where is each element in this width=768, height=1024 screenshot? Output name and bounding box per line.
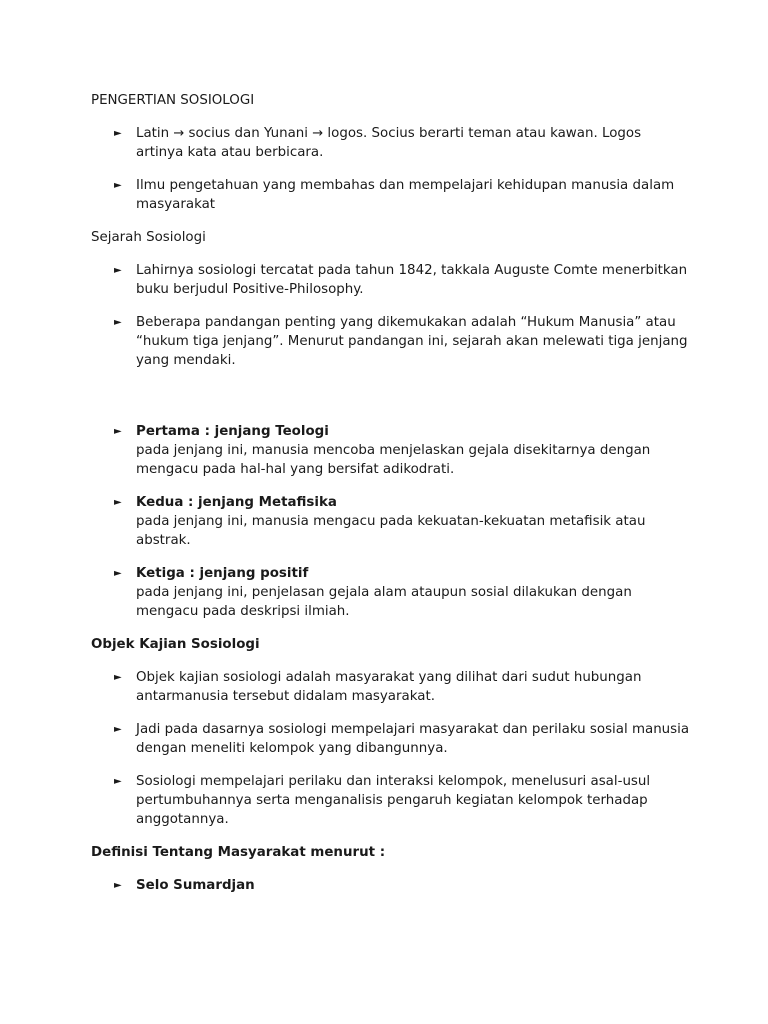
list-item [91, 772, 691, 829]
person-name: Selo Sumardjan [136, 878, 255, 893]
list-objek-kajian [91, 668, 691, 829]
item-text: Ilmu pengetahuan yang membahas dan mempelajari kehidupan manusia dalam masyarakat [136, 178, 675, 212]
item-text: Lahirnya sosiologi tercatat pada tahun 1842, takkala Auguste Comte menerbitkan buku berjudul Positive-Philosophy. [136, 263, 688, 297]
bullet-arrow-icon: ► [114, 426, 122, 437]
bullet-arrow-icon: ► [114, 568, 122, 579]
stage-title: Pertama : jenjang Teologi [136, 424, 329, 439]
list-definisi [91, 876, 691, 895]
stage-text: pada jenjang ini, manusia mencoba menjelaskan gejala disekitarnya dengan mengacu pada hal-hal yang bersifat adikodrati. [136, 443, 651, 477]
list-pengertian [91, 124, 691, 214]
heading-objek-kajian: Objek Kajian Sosiologi [91, 637, 260, 652]
bullet-arrow-icon: ► [114, 317, 122, 328]
bullet-arrow-icon: ► [114, 724, 122, 735]
stage-text: pada jenjang ini, manusia mengacu pada kekuatan-kekuatan metafisik atau abstrak. [136, 514, 646, 548]
item-text: Beberapa pandangan penting yang dikemukakan adalah “Hukum Manusia” atau “hukum tiga jenjang”. Menurut pandangan ini, sejarah akan melewati tiga jenjang yang mendaki. [136, 315, 688, 368]
item-text: Sosiologi mempelajari perilaku dan interaksi kelompok, menelusuri asal-usul pertumbuhannya serta menganalisis pengaruh kegiatan kelompok terhadap anggotannya. [136, 774, 651, 827]
heading-sejarah-sosiologi: Sejarah Sosiologi [91, 230, 206, 245]
list-sejarah [91, 261, 691, 370]
list-item [91, 564, 691, 621]
item-text: Jadi pada dasarnya sosiologi mempelajari masyarakat dan perilaku sosial manusia dengan meneliti kelompok yang dibangunnya. [136, 722, 690, 756]
bullet-arrow-icon: ► [114, 497, 122, 508]
heading-pengertian-sosiologi: PENGERTIAN SOSIOLOGI [91, 93, 255, 108]
right-arrow-icon: → [312, 126, 324, 141]
list-item [91, 876, 691, 895]
item-text-part: Latin [136, 126, 174, 141]
list-item [91, 261, 691, 299]
bullet-arrow-icon: ► [114, 128, 122, 139]
list-item [91, 176, 691, 214]
bullet-arrow-icon: ► [114, 776, 122, 787]
heading-definisi-masyarakat: Definisi Tentang Masyarakat menurut : [91, 845, 386, 860]
stage-title: Kedua : jenjang Metafisika [136, 495, 337, 510]
bullet-arrow-icon: ► [114, 180, 122, 191]
item-text-part: socius dan Yunani [184, 126, 313, 141]
spacer [91, 384, 691, 422]
document-content [91, 91, 691, 909]
list-item [91, 422, 691, 479]
bullet-arrow-icon: ► [114, 880, 122, 891]
bullet-arrow-icon: ► [114, 672, 122, 683]
stage-text: pada jenjang ini, penjelasan gejala alam ataupun sosial dilakukan dengan mengacu pada deskripsi ilmiah. [136, 585, 632, 619]
bullet-arrow-icon: ► [114, 265, 122, 276]
list-item [91, 124, 691, 162]
list-item [91, 493, 691, 550]
stage-title: Ketiga : jenjang positif [136, 566, 309, 581]
right-arrow-icon: → [173, 126, 185, 141]
list-jenjang [91, 422, 691, 621]
list-item [91, 668, 691, 706]
item-text: Objek kajian sosiologi adalah masyarakat yang dilihat dari sudut hubungan antarmanusia tersebut didalam masyarakat. [136, 670, 642, 704]
list-item [91, 720, 691, 758]
item-text-part: logos. Socius berarti teman atau kawan. Logos artinya kata atau berbicara. [136, 126, 642, 160]
list-item [91, 313, 691, 370]
